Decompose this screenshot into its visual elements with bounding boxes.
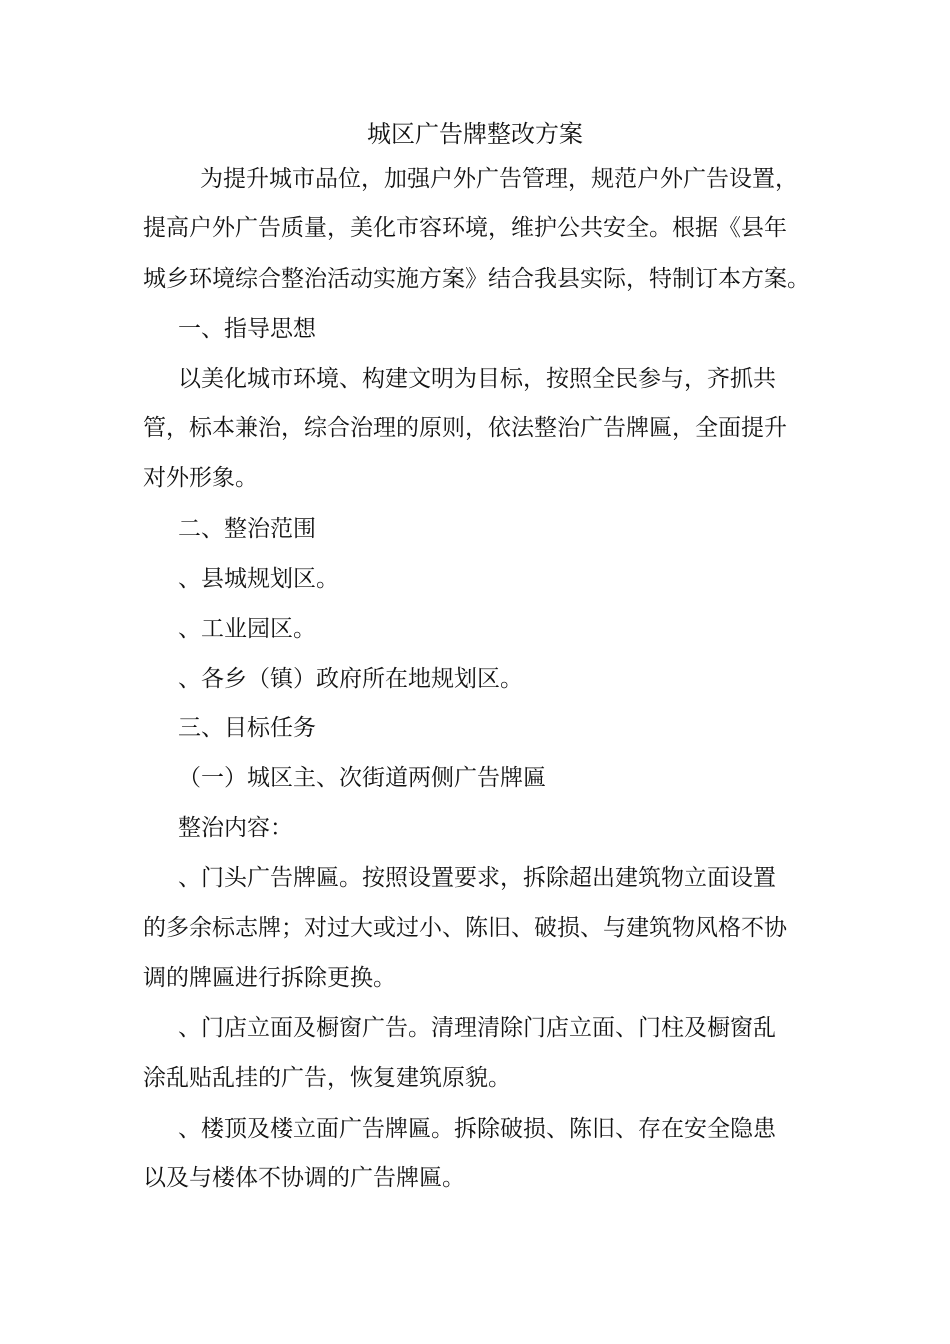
- list-item: 、工业园区。: [178, 616, 316, 642]
- paragraph-line: 对外形象。: [143, 465, 258, 491]
- section-heading: 二、整治范围: [178, 516, 316, 542]
- list-item: 、各乡（镇）政府所在地规划区。: [178, 666, 523, 692]
- list-item: 、县城规划区。: [178, 566, 339, 592]
- paragraph-line: 以及与楼体不协调的广告牌匾。: [143, 1165, 465, 1191]
- paragraph-line: 以美化城市环境、构建文明为目标，按照全民参与，齐抓共: [178, 366, 776, 392]
- paragraph-line: 管，标本兼治，综合治理的原则，依法整治广告牌匾，全面提升: [143, 415, 787, 441]
- paragraph-line: 提高户外广告质量，美化市容环境，维护公共安全。根据《县年: [143, 215, 787, 241]
- section-heading: 一、指导思想: [178, 316, 316, 342]
- section-heading: 三、目标任务: [178, 715, 316, 741]
- paragraph-line: 城乡环境综合整治活动实施方案》结合我县实际，特制订本方案。: [143, 266, 810, 292]
- paragraph-line: 、门店立面及橱窗广告。清理清除门店立面、门柱及橱窗乱: [178, 1015, 776, 1041]
- paragraph-line: 整治内容：: [178, 815, 293, 841]
- paragraph-line: 为提升城市品位，加强户外广告管理，规范户外广告设置，: [200, 166, 798, 192]
- paragraph-line: 、楼顶及楼立面广告牌匾。拆除破损、陈旧、存在安全隐患: [178, 1116, 776, 1142]
- paragraph-line: 调的牌匾进行拆除更换。: [143, 965, 396, 991]
- document-title: 城区广告牌整改方案: [367, 120, 583, 148]
- paragraph-line: 的多余标志牌；对过大或过小、陈旧、破损、与建筑物风格不协: [143, 915, 787, 941]
- paragraph-line: 涂乱贴乱挂的广告，恢复建筑原貌。: [143, 1065, 511, 1091]
- paragraph-line: 、门头广告牌匾。按照设置要求，拆除超出建筑物立面设置: [178, 865, 776, 891]
- subsection-heading: （一）城区主、次街道两侧广告牌匾: [178, 765, 546, 791]
